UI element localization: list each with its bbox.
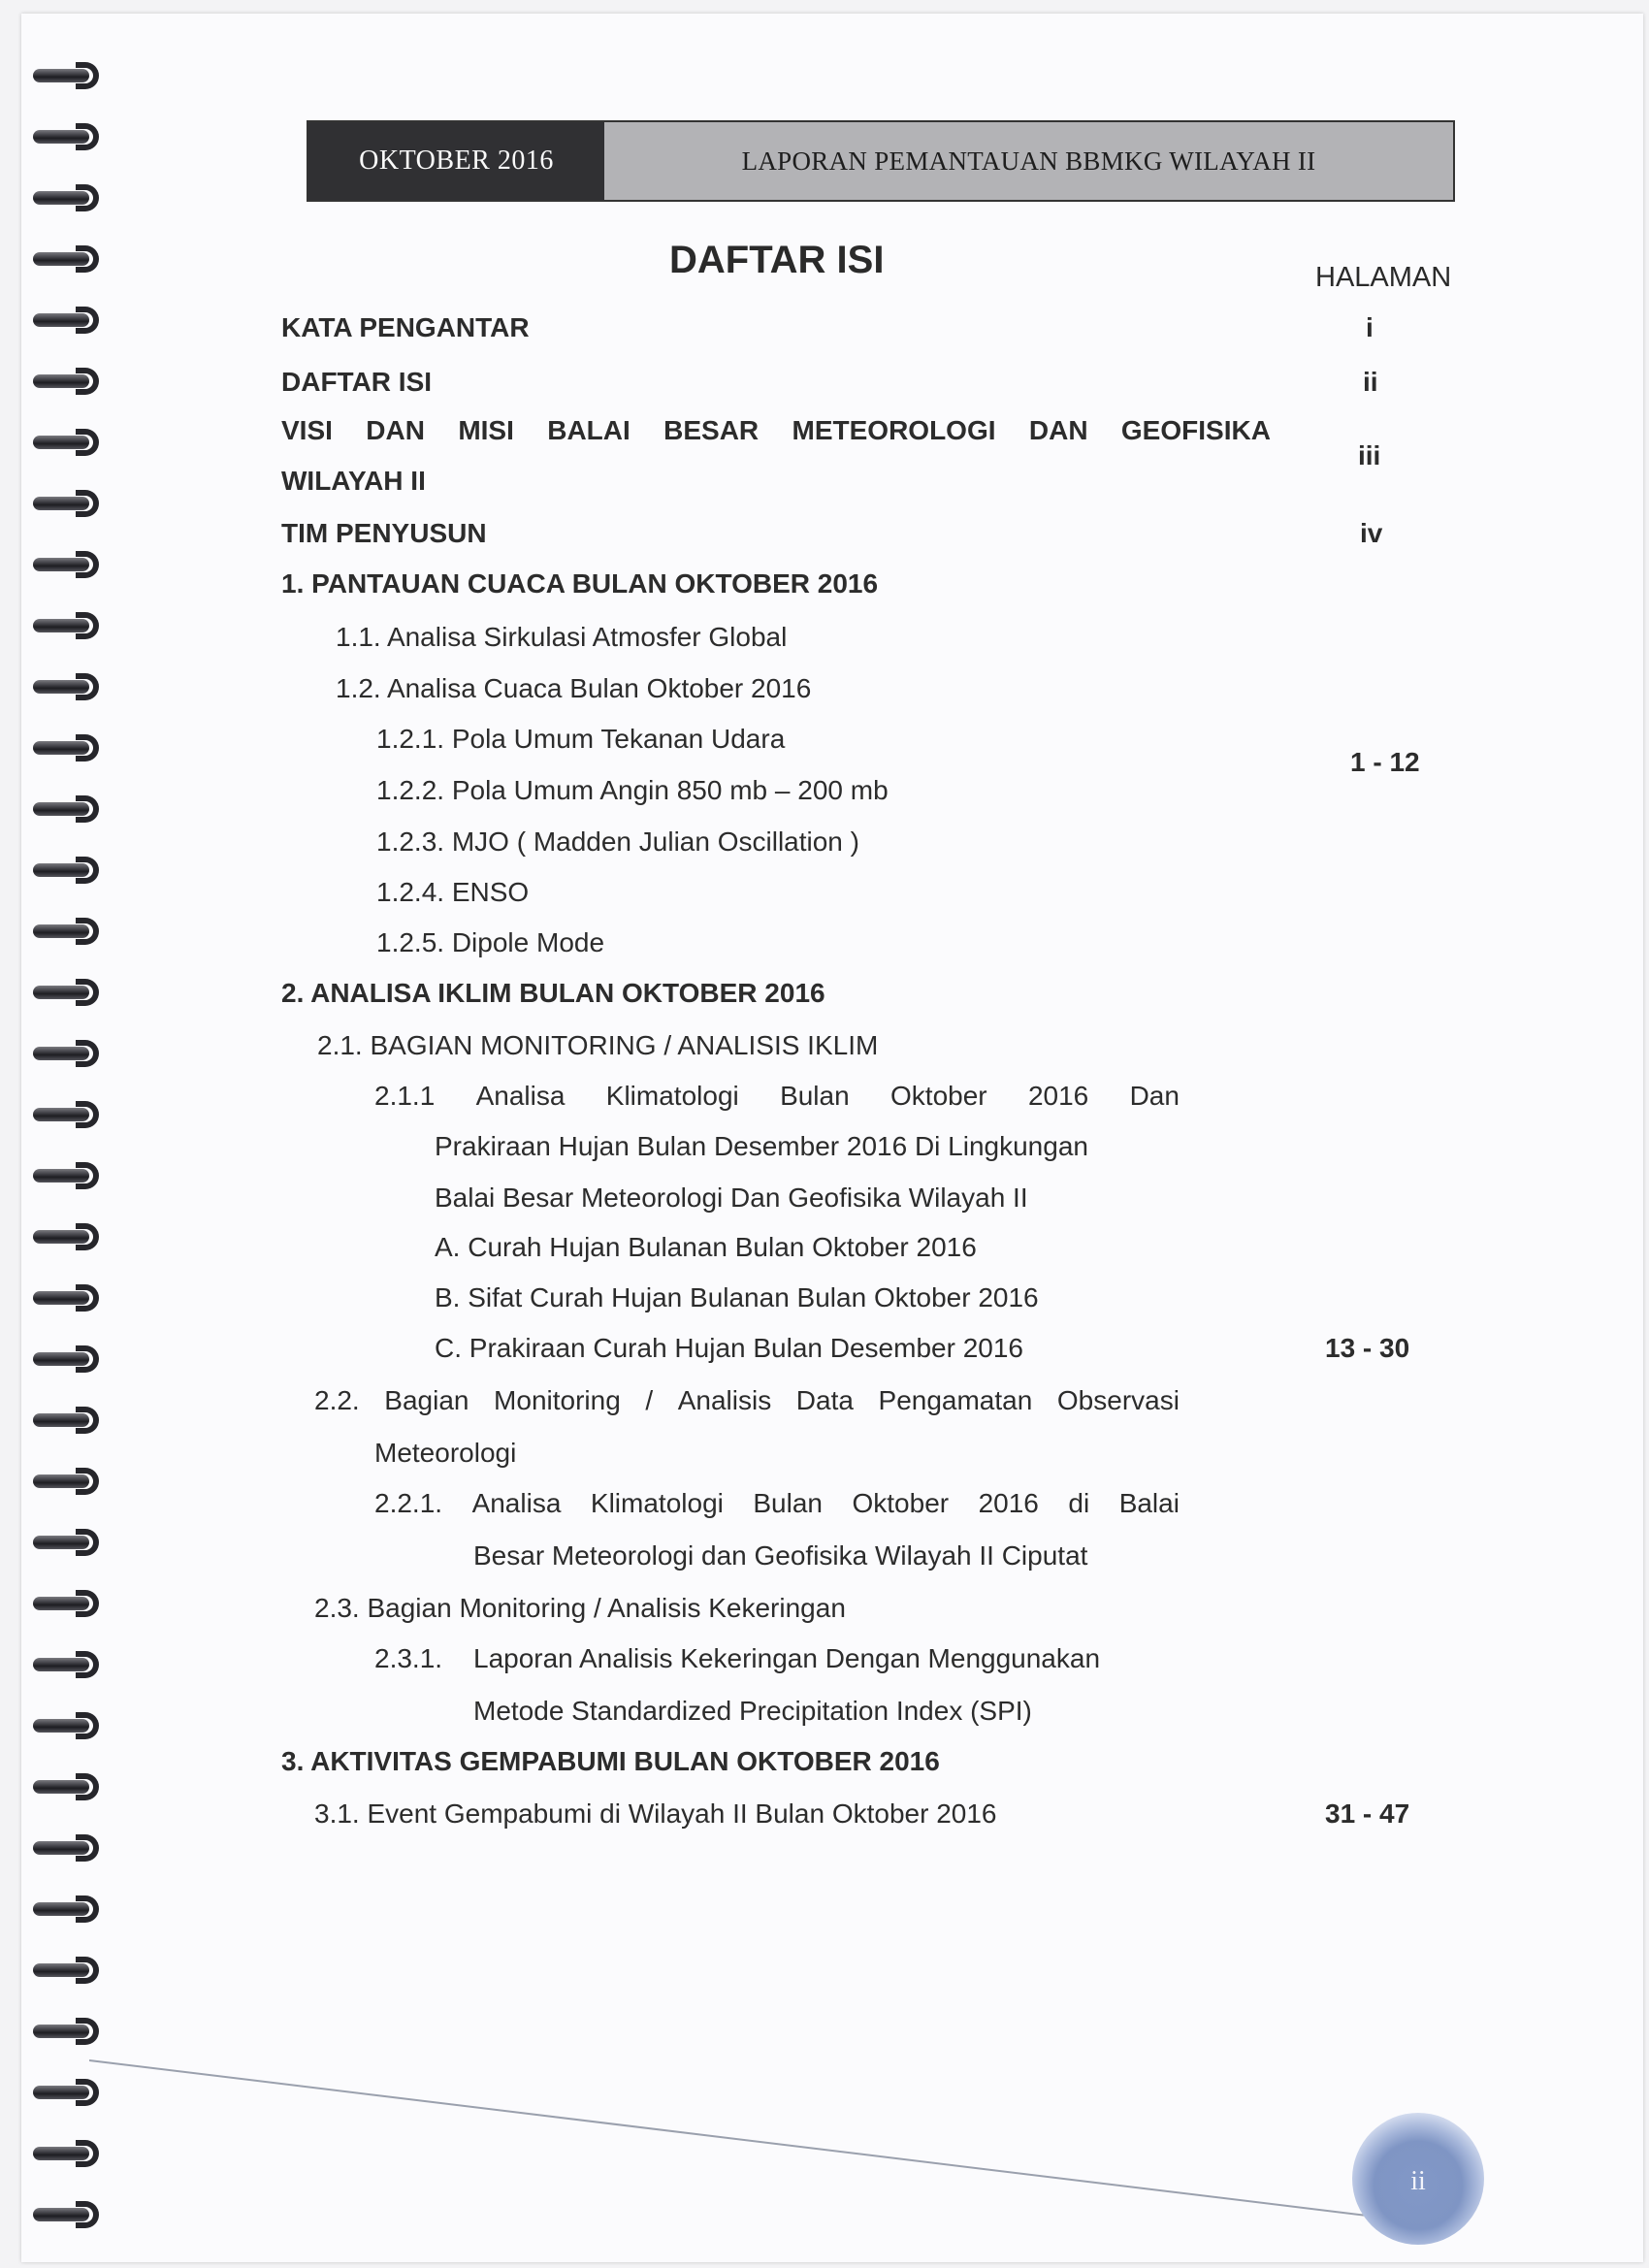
s221-word: Bulan [753,1488,823,1518]
visi1-word: MISI [458,415,514,445]
spiral-ring [33,979,103,1008]
spiral-ring [33,1590,103,1619]
toc-1-1: 1.1. Analisa Sirkulasi Atmosfer Global [336,622,788,652]
s22-word: Analisis [677,1385,772,1415]
visi1-word: DAN [1028,415,1088,445]
toc-2-2-1-line1 [374,1488,1180,1519]
spiral-ring [33,368,103,397]
s22-word: Monitoring [494,1385,621,1415]
toc-2-1-1-c: C. Prakiraan Curah Hujan Bulan Desember 2016 [435,1333,1023,1363]
spiral-ring [33,429,103,458]
visi1-word: METEOROLOGI [792,415,996,445]
s211-word: Analisa [475,1081,566,1111]
s211-word: 2016 [1027,1081,1089,1111]
toc-section-2-1-page: 13 - 30 [1325,1333,1410,1363]
toc-1-2-4: 1.2.4. ENSO [376,877,530,907]
s22-word: Bagian [384,1385,469,1415]
s221-word: Analisa [471,1488,562,1518]
spiral-ring [33,245,103,275]
visi1-word: VISI [281,415,333,445]
s211-word: 2.1.1 [374,1081,436,1111]
toc-2-1: 2.1. BAGIAN MONITORING / ANALISIS IKLIM [317,1030,879,1060]
spiral-ring [33,62,103,91]
s221-word: Balai [1118,1488,1180,1518]
toc-3-1: 3.1. Event Gempabumi di Wilayah II Bulan Oktober 2016 [314,1798,997,1829]
spiral-ring [33,1834,103,1863]
document-page [21,14,1643,2262]
toc-1-2-5: 1.2.5. Dipole Mode [376,927,605,957]
halaman-column-label: HALAMAN [1315,262,1452,293]
toc-section-1-page: 1 - 12 [1350,747,1420,777]
visi1-word: DAN [366,415,425,445]
s22-word: Pengamatan [878,1385,1033,1415]
toc-kata-pengantar: KATA PENGANTAR [281,312,530,342]
s22-word: / [645,1385,654,1415]
spiral-ring [33,1468,103,1497]
s22-word: Observasi [1056,1385,1180,1415]
spiral-ring [33,795,103,825]
toc-2-3-1-line1: Laporan Analisis Kekeringan Dengan Menggunakan [473,1643,1101,1673]
toc-1-2-2: 1.2.2. Pola Umum Angin 850 mb – 200 mb [376,775,889,805]
page-number-badge [1352,2113,1484,2245]
toc-tim-penyusun-page: iv [1360,518,1383,548]
toc-section-3-page: 31 - 47 [1325,1798,1410,1829]
header-report-title: LAPORAN PEMANTAUAN BBMKG WILAYAH II [604,122,1453,200]
spiral-ring [33,1162,103,1191]
toc-visi-misi-line1 [281,415,1271,446]
toc-tim-penyusun: TIM PENYUSUN [281,518,487,548]
spiral-ring [33,307,103,336]
spiral-ring [33,673,103,702]
toc-daftar-isi-page: ii [1363,367,1378,397]
toc-section-3: 3. AKTIVITAS GEMPABUMI BULAN OKTOBER 2016 [281,1746,940,1776]
spiral-ring [33,1773,103,1802]
toc-kata-pengantar-page: i [1366,312,1374,342]
toc-section-1: 1. PANTAUAN CUACA BULAN OKTOBER 2016 [281,568,879,599]
page-header [307,120,1455,202]
toc-daftar-isi: DAFTAR ISI [281,367,433,397]
s221-word: di [1068,1488,1090,1518]
spiral-ring [33,1345,103,1375]
spiral-ring [33,551,103,580]
spiral-ring [33,123,103,152]
toc-1-2-1: 1.2.1. Pola Umum Tekanan Udara [376,724,786,754]
toc-visi-misi-page: iii [1358,440,1381,470]
visi1-word: BESAR [663,415,760,445]
spiral-binding [21,62,113,2254]
page-number: ii [1410,2166,1426,2196]
toc-2-2-line2: Meteorologi [374,1438,517,1468]
toc-1-2: 1.2. Analisa Cuaca Bulan Oktober 2016 [336,673,812,703]
toc-2-1-1-line1 [374,1081,1180,1112]
spiral-ring [33,1957,103,1986]
visi1-word: GEOFISIKA [1120,415,1271,445]
toc-2-3: 2.3. Bagian Monitoring / Analisis Kekeringan [314,1593,846,1623]
spiral-ring [33,490,103,519]
spiral-ring [33,1223,103,1252]
spiral-ring [33,857,103,886]
s22-word: Data [795,1385,854,1415]
toc-2-3-1-line2: Metode Standardized Precipitation Index (SPI) [473,1696,1032,1726]
spiral-ring [33,1407,103,1436]
spiral-ring [33,918,103,947]
spiral-ring [33,1040,103,1069]
toc-2-1-1-a: A. Curah Hujan Bulanan Bulan Oktober 2016 [435,1232,977,1262]
spiral-ring [33,184,103,213]
spiral-ring [33,1712,103,1741]
toc-1-2-3: 1.2.3. MJO ( Madden Julian Oscillation ) [376,826,859,857]
spiral-ring [33,2018,103,2047]
s221-word: Oktober [852,1488,950,1518]
s211-word: Dan [1129,1081,1180,1111]
visi1-word: BALAI [547,415,630,445]
spiral-ring [33,1529,103,1558]
footer-curve-line [89,2051,1564,2245]
spiral-ring [33,1895,103,1925]
toc-2-1-1-line3: Balai Besar Meteorologi Dan Geofisika Wilayah II [435,1183,1028,1213]
s221-word: 2016 [978,1488,1039,1518]
s211-word: Oktober [890,1081,987,1111]
toc-2-2-line1 [314,1385,1180,1416]
s211-word: Klimatologi [605,1081,739,1111]
toc-2-2-1-line2: Besar Meteorologi dan Geofisika Wilayah II Ciputat [473,1540,1088,1571]
spiral-ring [33,1101,103,1130]
s221-word: Klimatologi [590,1488,724,1518]
page-title: DAFTAR ISI [669,239,885,281]
toc-visi-misi-line2: WILAYAH II [281,466,426,496]
header-month: OKTOBER 2016 [308,122,604,200]
s221-word: 2.2.1. [374,1488,443,1518]
spiral-ring [33,1284,103,1313]
spiral-ring [33,734,103,763]
toc-2-3-1-number: 2.3.1. [374,1643,443,1673]
spiral-ring [33,612,103,641]
toc-2-1-1-line2: Prakiraan Hujan Bulan Desember 2016 Di Lingkungan [435,1131,1088,1161]
spiral-ring [33,1651,103,1680]
s22-word: 2.2. [314,1385,360,1415]
s211-word: Bulan [780,1081,850,1111]
toc-2-1-1-b: B. Sifat Curah Hujan Bulanan Bulan Oktober 2016 [435,1282,1039,1312]
toc-section-2: 2. ANALISA IKLIM BULAN OKTOBER 2016 [281,978,825,1008]
